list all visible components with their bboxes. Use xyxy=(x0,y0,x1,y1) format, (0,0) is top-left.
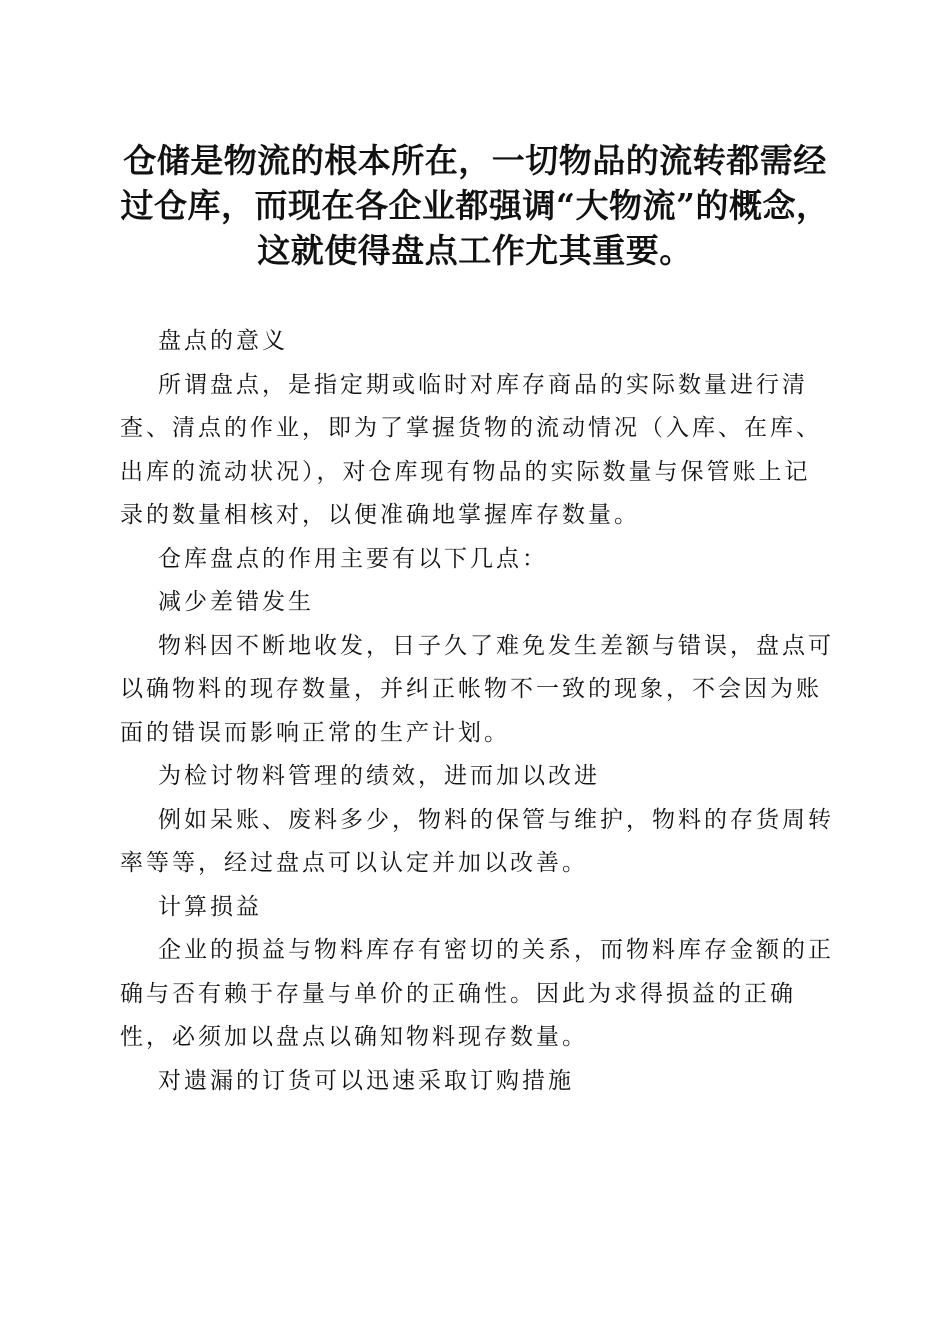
paragraph-profit-loss: 企业的损益与物料库存有密切的关系，而物料库存金额的正确与否有赖于存量与单价的正确性。因此为求得损益的正确性，必须加以盘点以确知物料现存数量。 xyxy=(120,937,834,1050)
section-heading-profit-loss: 计算损益 xyxy=(158,893,262,920)
paragraph-review-performance: 例如呆账、废料多少，物料的保管与维护，物料的存货周转率等等，经过盘点可以认定并加以改善。 xyxy=(120,806,834,876)
section-heading-review-performance: 为检讨物料管理的绩效，进而加以改进 xyxy=(158,763,600,789)
section-heading-meaning: 盘点的意义 xyxy=(158,328,288,354)
paragraph-definition: 所谓盘点，是指定期或临时对库存商品的实际数量进行清查、清点的作业，即为了掌握货物的流动情况（入库、在库、出库的流动状况），对仓库现有物品的实际数量与保管账上记录的数量相核对，以便准确地掌握库存数量。 xyxy=(120,371,822,528)
document-title: 仓储是物流的根本所在，一切物品的流转都需经过仓库，而现在各企业都强调“大物流”的概念，这就使得盘点工作尤其重要。 xyxy=(120,141,830,270)
section-heading-reduce-errors: 减少差错发生 xyxy=(158,589,314,615)
paragraph-reduce-errors: 物料因不断地收发，日子久了难免发生差额与错误，盘点可以确物料的现存数量，并纠正帐物不一致的现象，不会因为账面的错误而影响正常的生产计划。 xyxy=(120,632,834,746)
section-heading-missing-orders: 对遗漏的订货可以迅速采取订购措施 xyxy=(158,1067,574,1094)
document-body xyxy=(120,320,836,1103)
paragraph-functions-intro: 仓库盘点的作用主要有以下几点： xyxy=(158,545,548,572)
